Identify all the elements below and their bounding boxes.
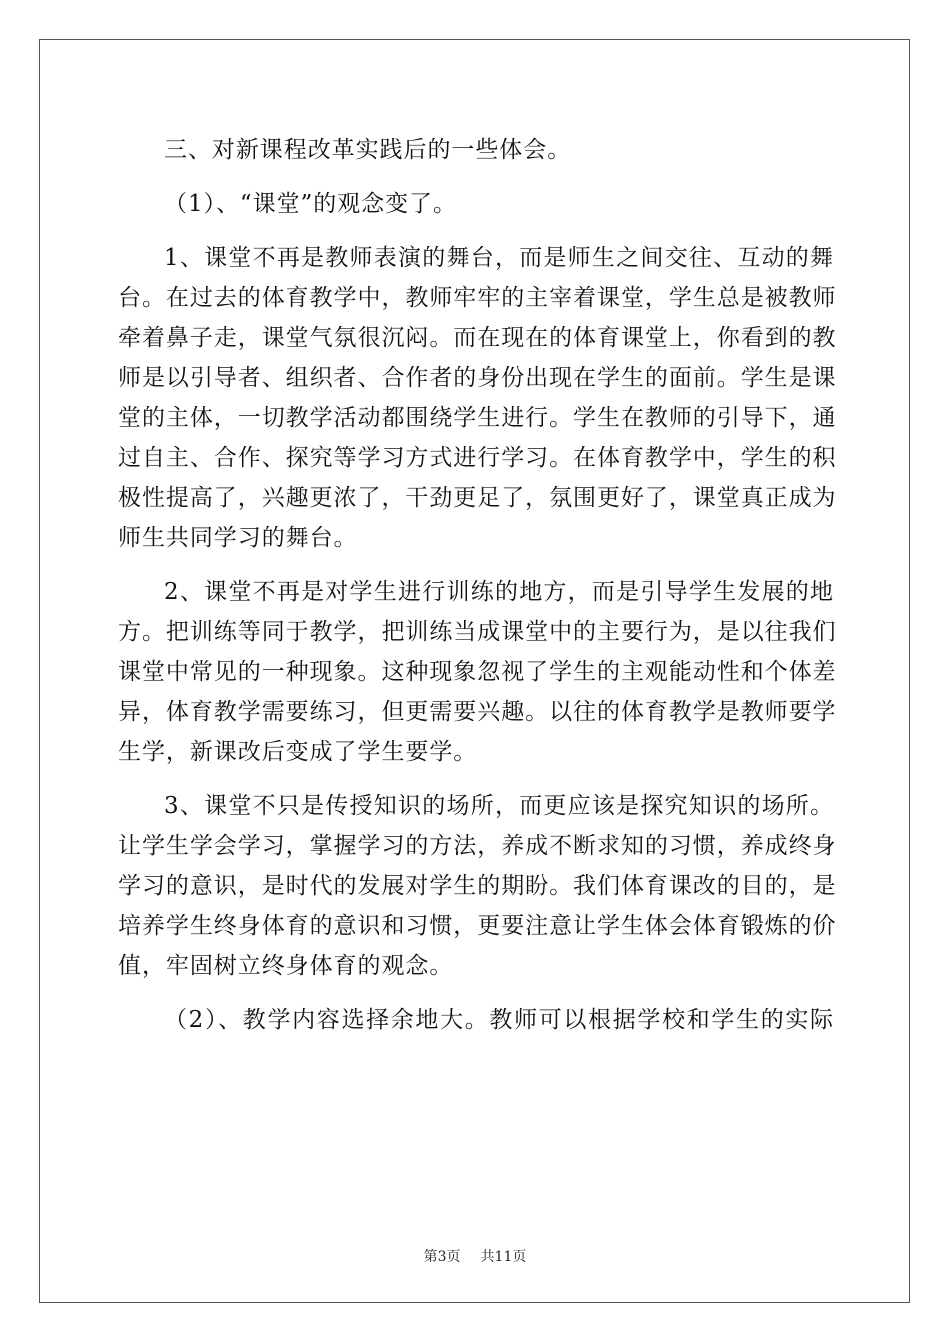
- page-footer: [0, 1246, 950, 1266]
- text-line: 培养学生终身体育的意识和习惯，更要注意让学生体会体育锻炼的价: [118, 913, 837, 939]
- text-line: 生学，新课改后变成了学生要学。: [118, 739, 478, 765]
- page-number: 第3页: [423, 1249, 461, 1265]
- text-line: 值，牢固树立终身体育的观念。: [118, 953, 454, 979]
- text-line: 师生共同学习的舞台。: [118, 525, 358, 551]
- document-body: [118, 130, 837, 1040]
- text-line: 过自主、合作、探究等学习方式进行学习。在体育教学中，学生的积: [118, 445, 837, 471]
- page-total: 共11页: [480, 1249, 527, 1265]
- text-line: 方。把训练等同于教学，把训练当成课堂中的主要行为，是以往我们: [118, 619, 837, 645]
- text-line: 3、课堂不只是传授知识的场所，而更应该是探究知识的场所。: [164, 793, 834, 819]
- text-line: 2、课堂不再是对学生进行训练的地方，而是引导学生发展的地: [164, 579, 834, 605]
- text-line: 堂的主体，一切教学活动都围绕学生进行。学生在教师的引导下，通: [118, 405, 837, 431]
- text-line: 课堂中常见的一种现象。这种现象忽视了学生的主观能动性和个体差: [118, 659, 837, 685]
- text-line: 学习的意识，是时代的发展对学生的期盼。我们体育课改的目的，是: [118, 873, 837, 899]
- text-line: 异，体育教学需要练习，但更需要兴趣。以往的体育教学是教师要学: [118, 699, 837, 725]
- text-line: 三、对新课程改革实践后的一些体会。: [164, 137, 572, 163]
- text-line: 台。在过去的体育教学中，教师牢牢的主宰着课堂，学生总是被教师: [118, 285, 837, 311]
- text-line: 极性提高了，兴趣更浓了，干劲更足了，氛围更好了，课堂真正成为: [118, 485, 837, 511]
- text-line: 让学生学会学习，掌握学习的方法，养成不断求知的习惯，养成终身: [118, 833, 837, 859]
- text-line: 师是以引导者、组织者、合作者的身份出现在学生的面前。学生是课: [118, 365, 837, 391]
- text-line: 牵着鼻子走，课堂气氛很沉闷。而在现在的体育课堂上，你看到的教: [118, 325, 837, 351]
- text-line: （2）、教学内容选择余地大。教师可以根据学校和学生的实际: [164, 1007, 834, 1033]
- text-line: 1、课堂不再是教师表演的舞台，而是师生之间交往、互动的舞: [164, 245, 834, 271]
- text-line: （1）、“课堂”的观念变了。: [164, 191, 457, 217]
